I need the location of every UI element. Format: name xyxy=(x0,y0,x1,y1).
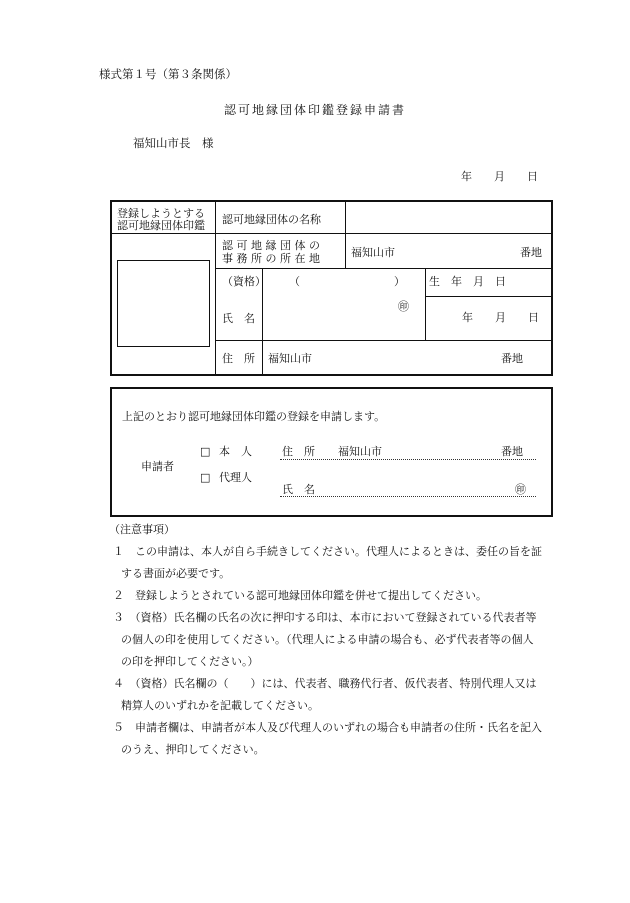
note-3-line1: ３ （資格）氏名欄の氏名の次に押印する印は、本市において登録されている代表者等 xyxy=(113,611,537,624)
checkbox-self[interactable]: □ xyxy=(200,445,211,458)
birthdate-value[interactable]: 年 月 日 xyxy=(462,311,539,324)
document-title: 認可地縁団体印鑑登録申請書 xyxy=(223,103,406,117)
applicant-name-underline[interactable] xyxy=(280,496,536,497)
office-label-line2: 事 務 所 の 所 在 地 xyxy=(222,252,320,265)
qualification-paren-open: （ xyxy=(289,275,300,288)
applicant-address-city: 福知山市 xyxy=(338,445,382,458)
applicant-address-label: 住 所 xyxy=(282,445,315,458)
applicant-name-label: 氏 名 xyxy=(282,483,315,496)
group-name-field[interactable] xyxy=(351,213,546,227)
office-city: 福知山市 xyxy=(351,246,395,259)
registration-table xyxy=(110,200,553,376)
seal-label-line1: 登録しようとする xyxy=(117,207,205,220)
note-5-line2: のうえ、押印してください。 xyxy=(121,743,265,756)
office-label-line1: 認 可 地 縁 団 体 の xyxy=(222,239,320,252)
person-name-label: 氏 名 xyxy=(222,312,255,325)
application-statement: 上記のとおり認可地縁団体印鑑の登録を申請します。 xyxy=(122,410,386,423)
note-4-line2: 精算人のいずれかを記載してください。 xyxy=(121,699,319,712)
addressee: 福知山市長 様 xyxy=(133,136,214,150)
application-box xyxy=(110,387,553,517)
birthdate-label: 生 年 月 日 xyxy=(429,275,506,288)
note-1-line1: １ この申請は、本人が自ら手続きしてください。代理人によるときは、委任の旨を証 xyxy=(113,545,542,558)
address-banchi: 番地 xyxy=(501,352,523,365)
applicant-seal-mark-icon: ㊞ xyxy=(515,483,526,496)
applicant-label: 申請者 xyxy=(141,460,174,473)
note-3-line3: の印を押印してください。） xyxy=(121,655,259,668)
applicant-address-banchi: 番地 xyxy=(501,445,523,458)
qualification-label: （資格） xyxy=(222,275,266,288)
seal-stamp-area[interactable] xyxy=(117,260,210,347)
date-line: 年 月 日 xyxy=(461,170,538,183)
notes-section xyxy=(99,519,579,761)
form-id: 様式第１号（第３条関係） xyxy=(99,67,237,81)
address-city: 福知山市 xyxy=(268,352,312,365)
note-1-line2: する書面が必要です。 xyxy=(121,567,231,580)
seal-label-line2: 認可地縁団体印鑑 xyxy=(117,219,205,232)
qualification-paren-close: ） xyxy=(394,275,405,288)
seal-mark-icon: ㊞ xyxy=(398,300,409,313)
office-banchi: 番地 xyxy=(520,246,542,259)
note-2: ２ 登録しようとされている認可地縁団体印鑑を併せて提出してください。 xyxy=(113,589,487,602)
group-name-label: 認可地縁団体の名称 xyxy=(222,213,321,226)
note-5-line1: ５ 申請者欄は、申請者が本人及び代理人のいずれの場合も申請者の住所・氏名を記入 xyxy=(113,721,542,734)
address-label: 住 所 xyxy=(222,352,255,365)
notes-heading: （注意事項） xyxy=(109,523,175,536)
option-self-label: 本 人 xyxy=(219,445,252,458)
checkbox-agent[interactable]: □ xyxy=(200,471,211,484)
note-4-line1: ４ （資格）氏名欄の（ ）には、代表者、職務代行者、仮代表者、特別代理人又は xyxy=(113,677,537,690)
applicant-address-underline xyxy=(280,459,536,460)
note-3-line2: の個人の印を使用してください。（代理人による申請の場合も、必ず代表者等の個人 xyxy=(121,633,534,646)
option-agent-label: 代理人 xyxy=(219,471,252,484)
